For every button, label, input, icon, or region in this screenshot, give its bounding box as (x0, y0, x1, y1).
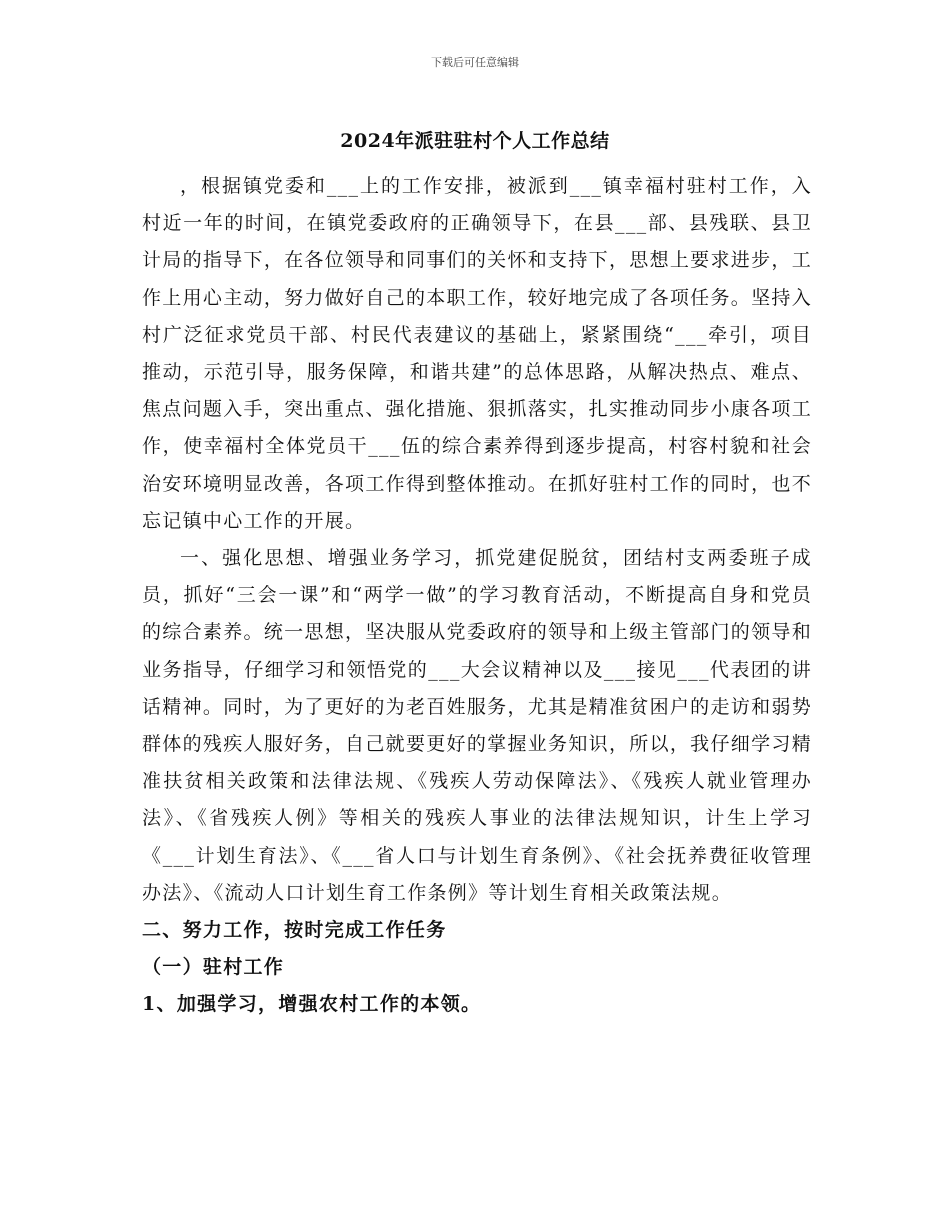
section-heading-2: 二、努力工作，按时完成工作任务 (142, 919, 447, 942)
subsection-heading: （一）驻村工作 (142, 956, 285, 979)
document-body (142, 168, 812, 1024)
page-header-note: 下载后可任意编辑 (431, 56, 519, 69)
item-heading: 1、加强学习，增强农村工作的本领。 (142, 993, 482, 1016)
paragraph-intro: ，根据镇党委和___上的工作安排，被派到___镇幸福村驻村工作，入村近一年的时间，在镇党委政府的正确领导下，在县___部、县残联、县卫计局的指导下，在各位领导和同事们的关怀和支持下，思想上要求进步，工作上用心主动，努力做好自己的本职工作，较好地完成了各项任务。坚持入村广泛征求党员干部、村民代表建议的基础上，紧紧围绕“___牵引，项目推动，示范引导，服务保障，和谐共建”的总体思路，从解决热点、难点、焦点问题入手，突出重点、强化措施、狠抓落实，扎实推动同步小康各项工作，使幸福村全体党员干___伍的综合素养得到逐步提高，村容村貌和社会治安环境明显改善，各项工作得到整体推动。在抓好驻村工作的同时，也不忘记镇中心工作的开展。 (142, 175, 812, 532)
document-title: 2024年派驻驻村个人工作总结 (340, 130, 610, 152)
paragraph-section-1: 一、强化思想、增强业务学习，抓党建促脱贫，团结村支两委班子成员，抓好“三会一课”和“两学一做”的学习教育活动，不断提高自身和党员的综合素养。统一思想，坚决服从党委政府的领导和上级主管部门的领导和业务指导，仔细学习和领悟党的___大会议精神以及___接见___代表团的讲话精神。同时，为了更好的为老百姓服务，尤其是精准贫困户的走访和弱势群体的残疾人服好务，自己就要更好的掌握业务知识，所以，我仔细学习精准扶贫相关政策和法律法规、《残疾人劳动保障法》、《残疾人就业管理办法》、《省残疾人例》等相关的残疾人事业的法律法规知识，计生上学习《___计划生育法》、《___省人口与计划生育条例》、《社会抚养费征收管理办法》、《流动人口计划生育工作条例》等计划生育相关政策法规。 (142, 547, 812, 904)
